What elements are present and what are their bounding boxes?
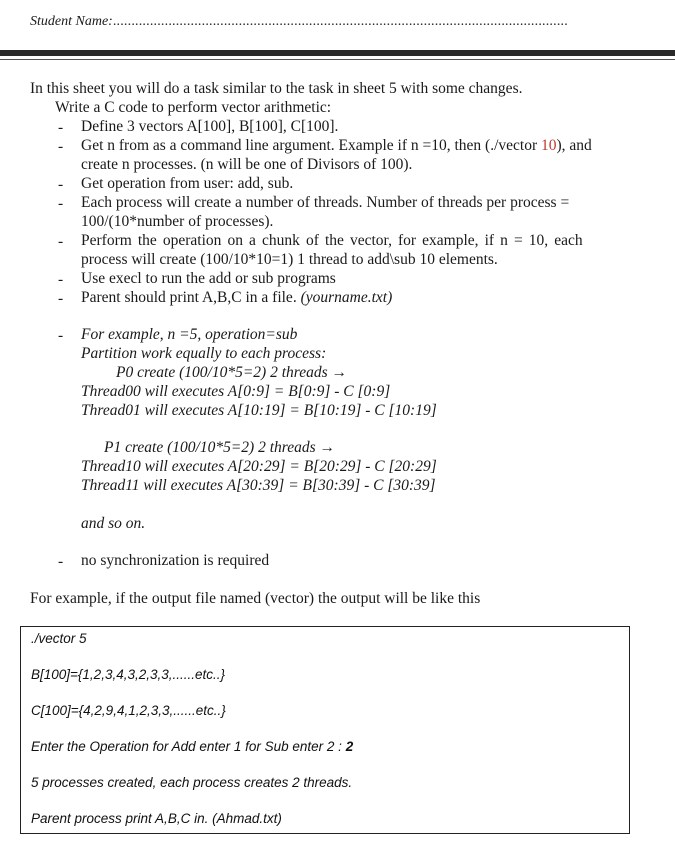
bullet-get-operation: Get operation from user: add, sub. xyxy=(81,175,294,192)
bullet-dash: - xyxy=(58,271,64,288)
bullet-dash: - xyxy=(58,553,64,570)
bullet-execl: Use execl to run the add or sub programs xyxy=(81,270,336,287)
output-operation-prompt xyxy=(31,739,353,754)
output-parent-print: Parent process print A,B,C in. (Ahmad.txt) xyxy=(31,811,282,826)
output-operation-prompt-text: Enter the Operation for Add enter 1 for Sub enter 2 : xyxy=(31,739,346,754)
output-c-vector: C[100]={4,2,9,4,1,2,3,3,......etc..} xyxy=(31,703,226,718)
bullet-dash: - xyxy=(58,119,64,136)
bullet-perform-cont: process will create (100/10*10=1) 1 thread to add\sub 10 elements. xyxy=(81,251,498,268)
bullet-parent-print-text: Parent should print A,B,C in a file. xyxy=(81,289,301,306)
bullet-threads-cont: 100/(10*number of processes). xyxy=(81,213,274,230)
header-rule-thick xyxy=(0,50,675,56)
example-partition: Partition work equally to each process: xyxy=(81,345,327,362)
bullet-get-n-text-b: ), and xyxy=(556,137,592,154)
student-name-dots: ........................................................................................................................... xyxy=(112,14,568,29)
bullet-get-n-text-a: Get n from as a command line argument. Example if n =10, then (./vector xyxy=(81,137,541,154)
bullet-no-sync: no synchronization is required xyxy=(81,552,270,569)
bullet-perform: Perform the operation on a chunk of the vector, for example, if n = 10, each xyxy=(81,232,583,249)
bullet-dash: - xyxy=(58,290,64,307)
bullet-parent-print-file: (yourname.txt) xyxy=(300,289,393,306)
example-thread10: Thread10 will executes A[20:29] = B[20:29] - C [20:29] xyxy=(81,458,437,475)
bullet-get-n xyxy=(81,137,592,156)
bullet-parent-print xyxy=(81,289,392,308)
example-intro: For example, n =5, operation=sub xyxy=(81,326,298,343)
bullet-dash: - xyxy=(58,138,64,155)
bullet-dash: - xyxy=(58,327,64,344)
task-text: Write a C code to perform vector arithmetic: xyxy=(55,99,332,116)
example-p1: P1 create (100/10*5=2) 2 threads → xyxy=(104,439,336,456)
example-and-so-on: and so on. xyxy=(81,515,146,532)
example-thread11: Thread11 will executes A[30:39] = B[30:39] - C [30:39] xyxy=(81,477,436,494)
example-p0: P0 create (100/10*5=2) 2 threads → xyxy=(116,364,348,381)
header-rule-thin xyxy=(0,59,675,60)
output-intro: For example, if the output file named (vector) the output will be like this xyxy=(30,590,481,607)
example-thread00: Thread00 will executes A[0:9] = B[0:9] - C [0:9] xyxy=(81,383,391,400)
bullet-threads: Each process will create a number of threads. Number of threads per process = xyxy=(81,194,570,211)
student-name-line xyxy=(30,14,568,30)
bullet-dash: - xyxy=(58,176,64,193)
example-thread01: Thread01 will executes A[10:19] = B[10:19] - C [10:19] xyxy=(81,402,437,419)
output-example-box xyxy=(20,626,630,834)
bullet-define-vectors: Define 3 vectors A[100], B[100], C[100]. xyxy=(81,118,339,135)
output-operation-choice: 2 xyxy=(345,739,354,754)
bullet-get-n-cont: create n processes. (n will be one of Divisors of 100). xyxy=(81,156,413,173)
bullet-get-n-number: 10 xyxy=(540,137,557,154)
student-name-label: Student Name: xyxy=(30,14,113,29)
output-command: ./vector 5 xyxy=(31,631,87,646)
output-processes-created: 5 processes created, each process creates 2 threads. xyxy=(31,775,353,790)
bullet-dash: - xyxy=(58,195,64,212)
bullet-dash: - xyxy=(58,233,64,250)
intro-text: In this sheet you will do a task similar to the task in sheet 5 with some changes. xyxy=(30,80,523,97)
output-b-vector: B[100]={1,2,3,4,3,2,3,3,......etc..} xyxy=(31,667,226,682)
